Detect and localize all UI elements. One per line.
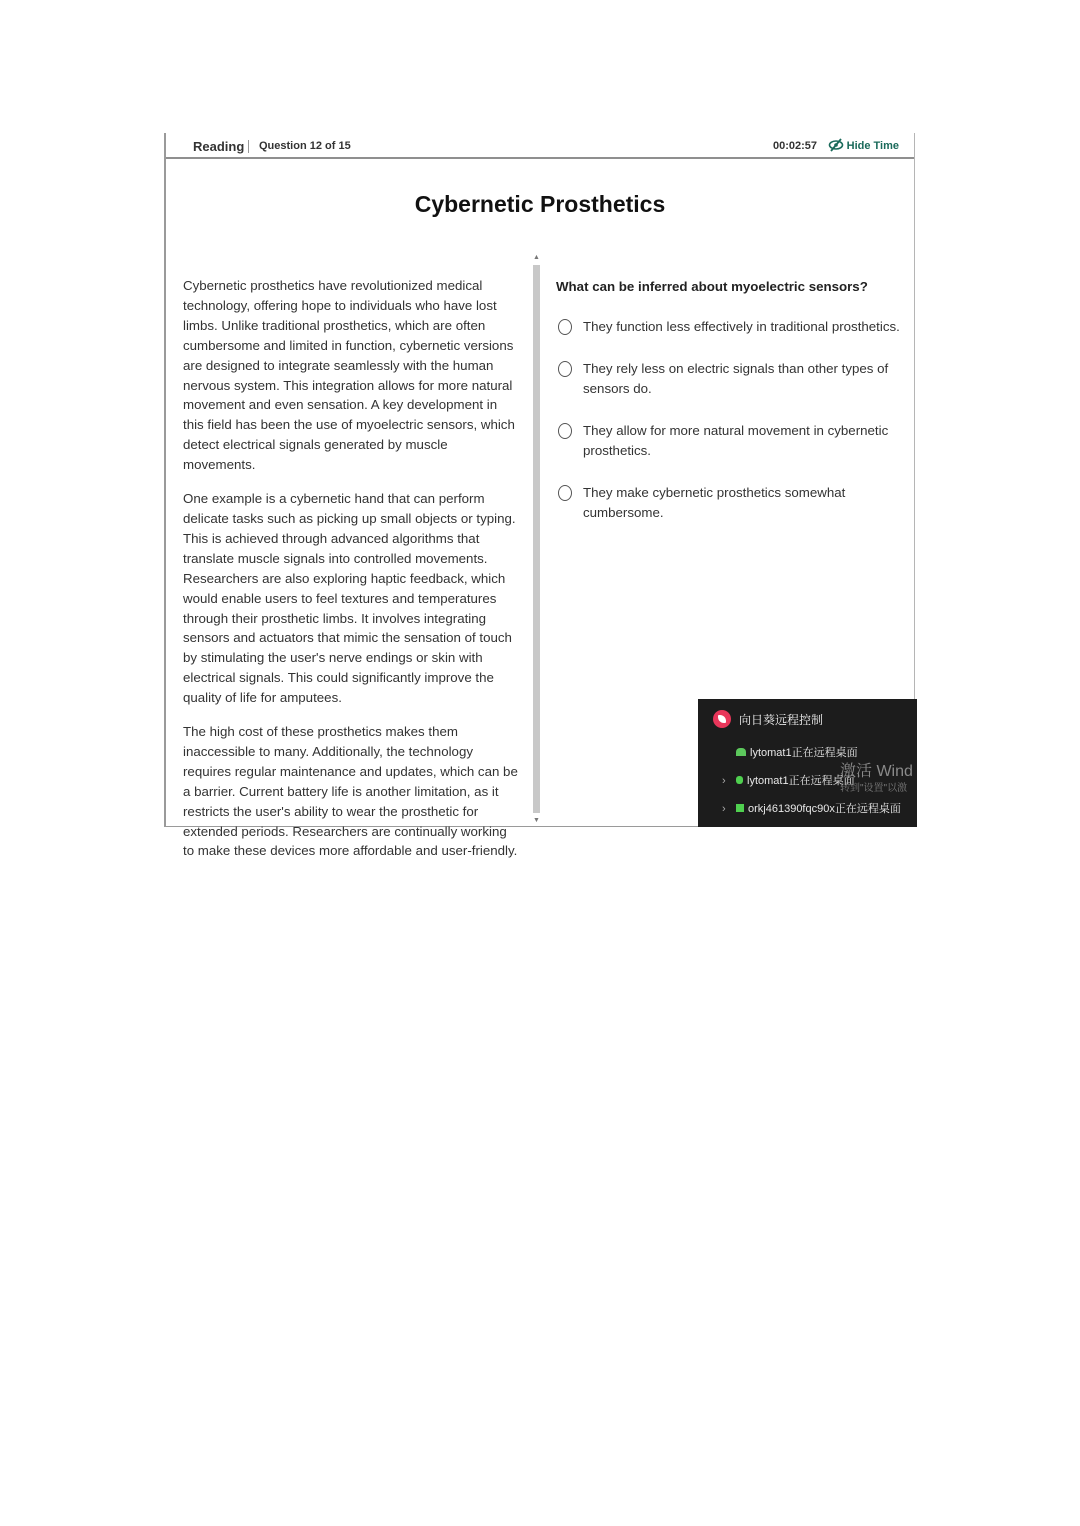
option-label: They function less effectively in traditional prosthetics.	[583, 319, 900, 334]
radio-button[interactable]	[558, 485, 572, 501]
option-label: They make cybernetic prosthetics somewhat cumbersome.	[583, 485, 846, 520]
remote-session-row[interactable]	[722, 744, 858, 760]
linux-icon	[736, 748, 746, 756]
activation-watermark-sub: 转到"设置"以激	[840, 783, 908, 794]
answer-options	[556, 317, 906, 523]
section-label: Reading	[193, 139, 245, 154]
eye-slash-icon[interactable]	[828, 138, 844, 152]
passage-paragraph: The high cost of these prosthetics makes them inaccessible to many. Additionally, the technology requires regular maintenance and updates, which can be a barrier. Current battery life is another limitation, as it restricts the user's ability to wear the prosthetic for extended periods. Researchers are continually working to make these devices more affordable and user-friendly.	[183, 724, 518, 859]
answer-option-2[interactable]	[556, 359, 906, 399]
remote-session-label: orkj461390fqc90x正在远程桌面	[748, 803, 901, 815]
remote-session-label: lytomat1正在远程桌面	[747, 775, 855, 787]
scroll-up-arrow-icon[interactable]: ▲	[533, 254, 540, 261]
chevron-right-icon[interactable]: ›	[722, 775, 726, 787]
activation-watermark: 激活 Wind	[840, 763, 913, 780]
sunlogin-logo-icon	[713, 710, 731, 728]
remote-session-label: lytomat1正在远程桌面	[750, 747, 858, 759]
option-label: They allow for more natural movement in cybernetic prosthetics.	[583, 423, 889, 458]
question-counter: Question 12 of 15	[259, 140, 351, 152]
header-divider	[248, 140, 249, 153]
radio-button[interactable]	[558, 361, 572, 377]
option-label: They rely less on electric signals than other types of sensors do.	[583, 361, 889, 396]
test-screen	[164, 133, 915, 859]
question-prompt: What can be inferred about myoelectric sensors?	[556, 279, 868, 294]
answer-option-1[interactable]	[556, 317, 906, 337]
remote-panel-title: 向日葵远程控制	[739, 713, 824, 727]
chevron-right-icon[interactable]: ›	[722, 803, 726, 815]
answer-option-3[interactable]	[556, 421, 906, 461]
page-title: Cybernetic Prosthetics	[414, 191, 666, 217]
remote-control-panel	[698, 699, 917, 827]
timer: 00:02:57	[772, 140, 817, 152]
scroll-thumb[interactable]	[533, 265, 540, 813]
android-icon	[736, 776, 743, 784]
windows-icon	[736, 804, 744, 812]
scroll-down-arrow-icon[interactable]: ▼	[533, 817, 540, 824]
top-bar	[166, 133, 914, 159]
radio-button[interactable]	[558, 423, 572, 439]
reading-passage	[183, 276, 519, 875]
radio-button[interactable]	[558, 319, 572, 335]
remote-session-row[interactable]	[722, 772, 855, 788]
hide-time-button[interactable]: Hide Time	[846, 140, 899, 152]
passage-paragraph: One example is a cybernetic hand that can perform delicate tasks such as picking up small objects or typing. This is achieved through advanced algorithms that translate muscle signals into controlled movements. Researchers are also exploring haptic feedback, which would enable users to feel textures and temperatures through their prosthetic limbs. It involves integrating sensors and actuators that mimic the sensation of touch by stimulating the user's nerve endings or skin with electrical signals. This could significantly improve the quality of life for amputees.	[183, 491, 516, 706]
passage-paragraph: Cybernetic prosthetics have revolutionized medical technology, offering hope to individuals who have lost limbs. Unlike traditional prosthetics, which are often cumbersome and limited in function, cybernetic versions are designed to integrate seamlessly with the human nervous system. This integration allows for more natural movement and even sensation. A key development in this field has been the use of myoelectric sensors, which detect electrical signals generated by muscle movements.	[183, 278, 515, 473]
remote-session-row[interactable]	[722, 800, 901, 816]
answer-option-4[interactable]	[556, 483, 906, 523]
passage-scrollbar[interactable]	[531, 253, 542, 827]
